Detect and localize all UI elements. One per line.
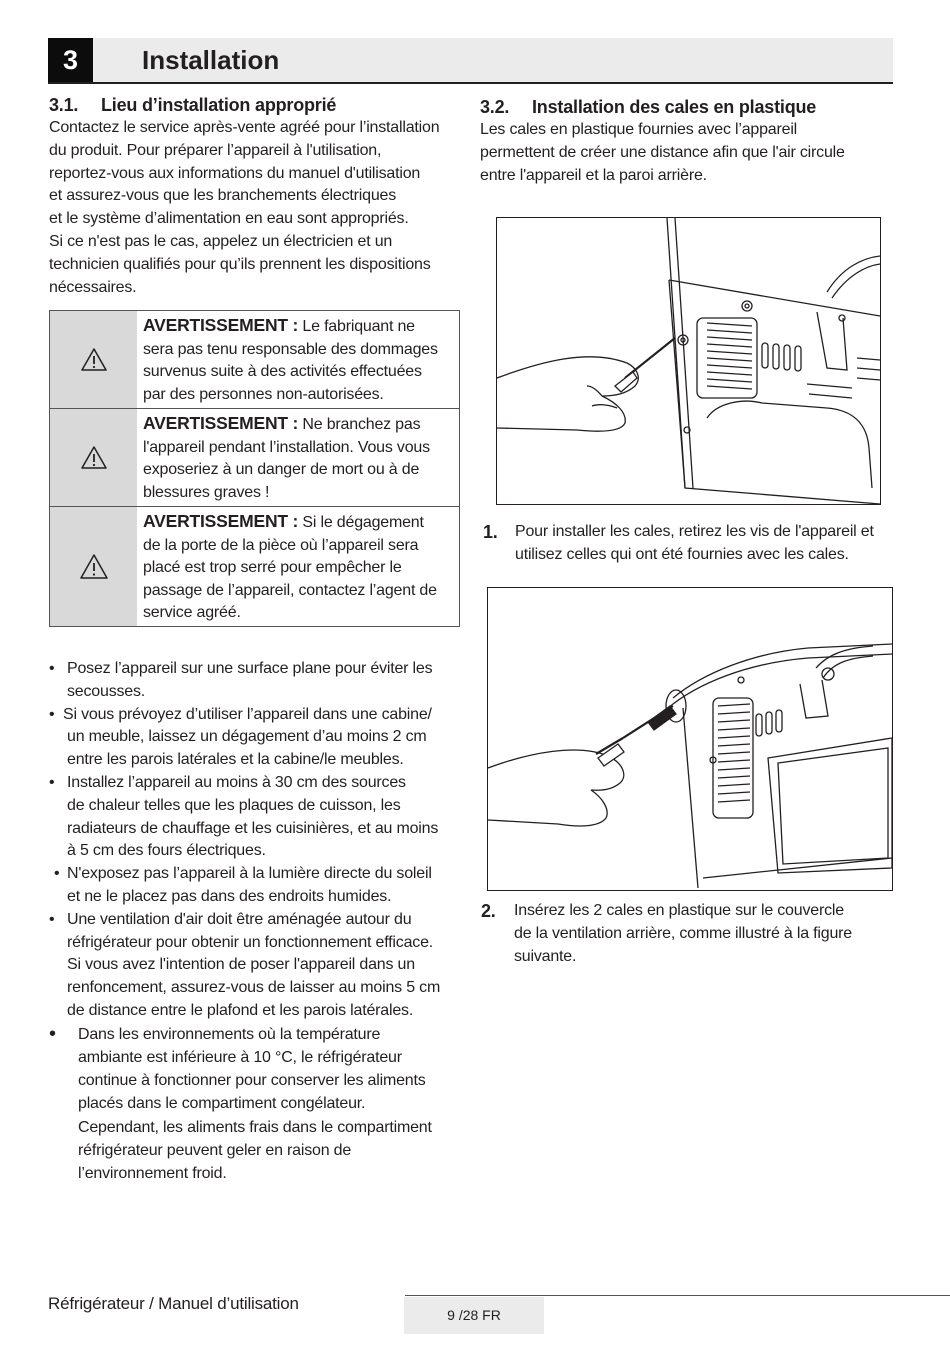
list-item: • N'exposez pas l’appareil à la lumière directe du soleil et ne le placez pas dans des endroits humides.	[49, 863, 469, 909]
installation-bullets	[49, 658, 469, 1185]
step-number: 1.	[483, 522, 498, 542]
text-line: service agréé.	[143, 604, 241, 621]
text-line: réfrigérateur pour obtenir un fonctionnement efficace.	[67, 933, 434, 951]
text-line: de distance entre le plafond et les parois latérales.	[67, 1001, 414, 1019]
figure-remove-screws	[496, 217, 881, 505]
text-line: l’environnement froid.	[78, 1164, 227, 1182]
list-item: • Une ventilation d'air doit être aménagée autour du réfrigérateur pour obtenir un fonctionnement efficace. Si vous avez l'intention de poser l'appareil dans un renfoncement, assurez-vous de laisser au moins 5 cm de distance entre le plafond et les parois latérales.	[49, 909, 469, 1023]
warning-text	[137, 409, 434, 506]
warning-text	[137, 311, 442, 408]
text-line: et assurez-vous que les branchements électriques	[49, 187, 397, 205]
warning-icon-cell	[50, 507, 137, 626]
warning-label: AVERTISSEMENT :	[143, 315, 299, 335]
section-number: 3.1.	[49, 95, 79, 115]
text-line: Pour installer les cales, retirez les vis de l'appareil et	[515, 523, 874, 540]
text-line: du produit. Pour préparer l’appareil à l'utilisation,	[49, 141, 382, 159]
text-line: Contactez le service après-vente agréé pour l’installation	[49, 119, 440, 136]
text-line: passage de l’appareil, contactez l’agent de	[143, 581, 437, 599]
text-line: blessures graves !	[143, 483, 270, 501]
warnings-table	[49, 310, 460, 627]
fridge-back-spacer-illustration	[488, 588, 892, 890]
section-3-1-body	[49, 117, 439, 299]
text-line: reportez-vous aux informations du manuel d'utilisation	[49, 164, 421, 182]
step-1	[483, 521, 903, 567]
text-line: Si ce n'est pas le cas, appelez un électricien et un	[49, 232, 393, 250]
text-line: et ne le placez pas dans des endroits humides.	[67, 887, 392, 905]
section-number: 3.2.	[480, 97, 510, 117]
warning-triangle-icon	[80, 347, 108, 372]
text-line: Si vous avez l'intention de poser l'appareil dans un	[67, 956, 415, 974]
figure-insert-spacers	[487, 587, 893, 891]
section-title: Lieu d’installation approprié	[101, 95, 337, 115]
text-line: Cependant, les aliments frais dans le compartiment	[78, 1118, 432, 1136]
step-text	[514, 900, 901, 968]
header-rule	[48, 82, 893, 84]
warning-row	[50, 507, 459, 626]
text-line: et le système d’alimentation en eau sont appropriés.	[49, 210, 409, 228]
text-line: Le fabriquant ne	[302, 318, 415, 335]
warning-icon-cell	[50, 311, 137, 408]
section-title: Installation des cales en plastique	[532, 97, 817, 117]
text-line: sera pas tenu responsable des dommages	[143, 340, 438, 358]
text-line: secousses.	[67, 682, 146, 700]
warning-icon-cell	[50, 409, 137, 506]
text-line: N'exposez pas l’appareil à la lumière directe du soleil	[67, 865, 432, 883]
text-line: Une ventilation d'air doit être aménagée autour du	[67, 910, 412, 928]
text-line: Les cales en plastique fournies avec l’appareil	[480, 121, 798, 138]
footer-rule	[405, 1295, 950, 1296]
step-number: 2.	[481, 901, 496, 921]
text-line: par des personnes non-autorisées.	[143, 385, 384, 403]
footer-title: Réfrigérateur / Manuel d’utilisation	[48, 1294, 299, 1313]
list-item: • Posez l’appareil sur une surface plane pour éviter les secousses.	[49, 658, 469, 704]
chapter-title: Installation	[142, 45, 280, 75]
warning-row	[50, 409, 459, 507]
warning-label: AVERTISSEMENT :	[143, 511, 299, 531]
text-line: Ne branchez pas	[302, 416, 421, 433]
fridge-back-screwdriver-illustration	[497, 218, 880, 504]
text-line: entre l'appareil et la paroi arrière.	[480, 166, 707, 184]
text-line: placés dans le compartiment congélateur.	[78, 1095, 366, 1113]
text-line: Dans les environnements où la température	[78, 1025, 381, 1043]
warning-text	[137, 507, 441, 626]
list-item: • Installez l’appareil au moins à 30 cm des sources de chaleur telles que les plaques de cuisson, les radiateurs de chauffage et les cuisinières, et au moins à 5 cm des fours électriques.	[49, 772, 469, 863]
warning-row	[50, 311, 459, 409]
text-line: suivante.	[514, 947, 577, 965]
list-item: • Dans les environnements où la température ambiante est inférieure à 10 °C, le réfrigérateur continue à fonctionner pour conserver les aliments placés dans le compartiment congélateur. Cependant, les aliments frais dans le compartiment réfrigérateur peuvent geler en raison de l’environnement froid.	[49, 1023, 469, 1185]
text-line: entre les parois latérales et la cabine/le meubles.	[67, 751, 404, 769]
text-line: de chaleur telles que les plaques de cuisson, les	[67, 796, 401, 814]
text-line: Insérez les 2 cales en plastique sur le couvercle	[514, 902, 844, 919]
text-line: de la porte de la pièce où l’appareil sera	[143, 536, 419, 554]
text-line: renfoncement, assurez-vous de laisser au moins 5 cm	[67, 979, 441, 997]
text-line: Si le dégagement	[302, 514, 424, 531]
text-line: un meuble, laissez un dégagement d’au moins 2 cm	[67, 728, 427, 746]
text-line: utilisez celles qui ont été fournies avec les cales.	[515, 545, 849, 563]
text-line: exposeriez à un danger de mort ou à de	[143, 461, 420, 478]
text-line: Si vous prévoyez d’utiliser l’appareil dans une cabine/	[63, 705, 432, 723]
text-line: permettent de créer une distance afin que l'air circule	[480, 143, 845, 161]
text-line: Installez l’appareil au moins à 30 cm des sources	[67, 773, 406, 791]
text-line: ambiante est inférieure à 10 °C, le réfrigérateur	[78, 1048, 402, 1066]
text-line: placé est trop serré pour empêcher le	[143, 559, 402, 576]
text-line: de la ventilation arrière, comme illustré à la figure	[514, 924, 853, 942]
text-line: radiateurs de chauffage et les cuisinières, et au moins	[67, 819, 439, 837]
section-3-2-body	[480, 119, 845, 187]
step-text	[515, 521, 903, 567]
text-line: technicien qualifiés pour qu’ils prennent les dispositions	[49, 255, 431, 273]
text-line: à 5 cm des fours électriques.	[67, 842, 266, 860]
chapter-number: 3	[48, 38, 93, 82]
section-3-2-heading	[480, 96, 816, 118]
text-line: survenus suite à des activités effectuées	[143, 363, 422, 380]
text-line: l'appareil pendant l’installation. Vous vous	[143, 438, 430, 456]
section-3-1-heading	[49, 94, 336, 116]
step-2	[481, 900, 901, 968]
text-line: réfrigérateur peuvent geler en raison de	[78, 1141, 352, 1159]
text-line: continue à fonctionner pour conserver les aliments	[78, 1072, 426, 1090]
list-item: • Si vous prévoyez d’utiliser l’appareil dans une cabine/ un meuble, laissez un dégagement d’au moins 2 cm entre les parois latérales et la cabine/le meubles.	[49, 704, 469, 772]
page-number: 9 /28 FR	[404, 1297, 544, 1334]
text-line: nécessaires.	[49, 278, 137, 296]
warning-label: AVERTISSEMENT :	[143, 413, 299, 433]
warning-triangle-icon	[79, 553, 109, 580]
warning-triangle-icon	[80, 445, 108, 470]
text-line: Posez l’appareil sur une surface plane pour éviter les	[67, 660, 433, 677]
